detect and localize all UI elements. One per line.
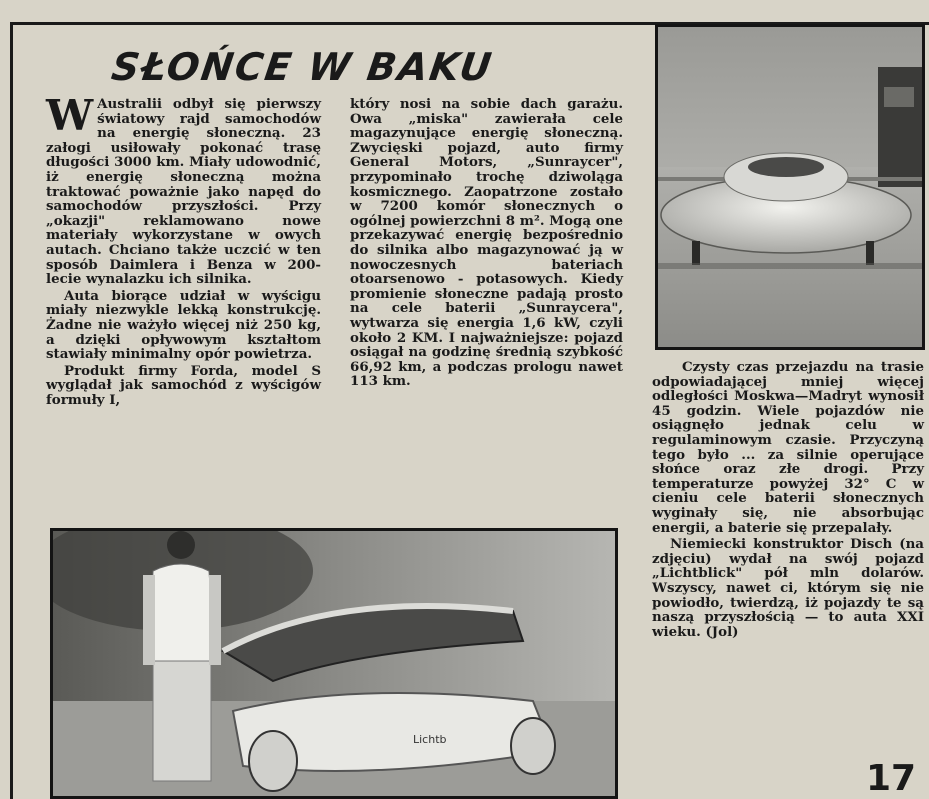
sunraycer-image	[658, 27, 922, 347]
column-2	[350, 97, 623, 391]
paragraph-1-text: Australii odbył się pierwszy światowy rajd samochodów na energię słoneczną. 23 załogi usiłowały pokonać trasę długości 3000 km. Miały udowodnić, iż energię słoneczną można traktować poważnie jako napęd do samochodów przyszłości. Przy „okazji" reklamowano nowe materiały wykorzystane w owych autach. Chciano także uczcić w ten sposób Daimlera i Benza w 200-lecie wynalazku ich silnika.	[46, 96, 321, 288]
paragraph-4: który nosi na sobie dach garażu. Owa „miska" zawierała cele magazynujące energię słoneczną. Zwycięski pojazd, auto firmy General Motors, „Sunraycer", przypominało trochę dziwoląga kosmicznego. Zaopatrzone zostało w 7200 komór słonecznych o ogólnej powierzchni 8 m². Mogą one przekazywać energię bezpośrednio do silnika albo magazynować ją w nowoczesnych bateriach otoarsenowo - potasowych. Kiedy promienie słoneczne padają prosto na cele baterii „Sunraycera", wytwarza się energia 1,6 kW, czyli około 2 KM. I najważniejsze: pojazd osiągał na godzinę średnią szybkość 66,92 km, a podczas prologu nawet 113 km.	[350, 96, 623, 390]
paragraph-2: Auta biorące udział w wyścigu miały niezwykle lekką konstrukcję. Żadne nie ważyło więcej niż 250 kg, a dzięki opływowym kształtom stawiały minimalny opór powietrza.	[46, 287, 321, 363]
lichtblick-image	[53, 531, 615, 796]
headline: SŁOŃCE W BAKU	[108, 45, 496, 89]
paragraph-6: Niemiecki konstruktor Disch (na zdjęciu) wydał na swój pojazd „Lichtblick" pół mln dolarów. Wszyscy, nawet ci, którym się nie powiodło, twierdzą, iż pojazdy te są naszą przyszłością — to auta XXI wieku. (Jol)	[652, 536, 924, 640]
photo-sunraycer-car	[655, 24, 925, 350]
paragraph-3: Produkt firmy Forda, model S wyglądał jak samochód z wyścigów formuły I,	[46, 362, 321, 408]
column-3	[652, 360, 924, 641]
paragraph-1	[46, 91, 321, 288]
car-lettering: Lichtb	[413, 733, 447, 746]
drop-cap: W	[46, 91, 94, 140]
photo-lichtblick-car	[50, 528, 618, 799]
column-1	[46, 91, 321, 409]
paragraph-5: Czysty czas przejazdu na trasie odpowiadającej mniej więcej odległości Moskwa—Madryt wynosił 45 godzin. Wiele pojazdów nie osiągnęło jednak celu w regulaminowym czasie. Przyczyną tego było ... za silnie operujące słońce oraz złe drogi. Przy temperaturze powyżej 32° C w cieniu cele baterii słonecznych wyginały się, nie absorbując energii, a baterie się przepalały.	[652, 359, 924, 536]
page-number: 17	[866, 758, 917, 799]
